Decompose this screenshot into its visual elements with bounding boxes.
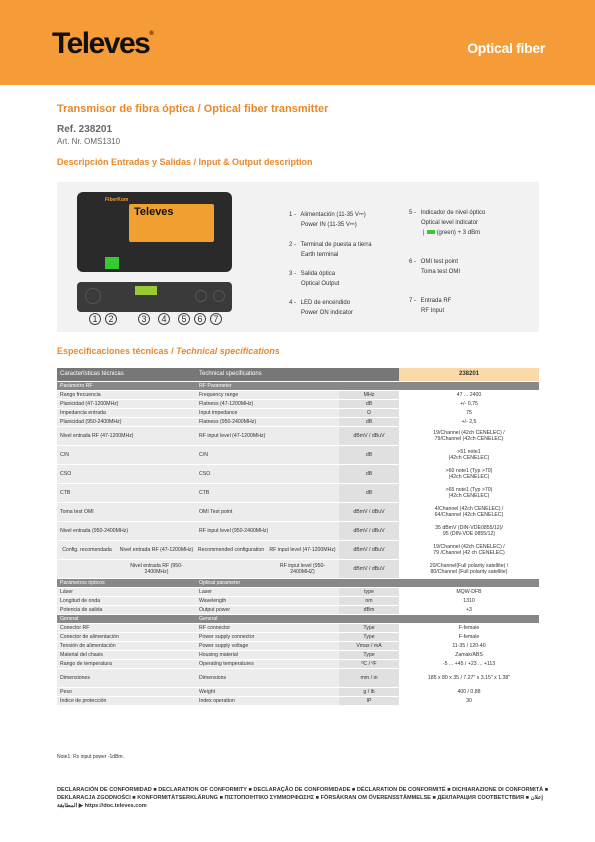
level-indicator-window (135, 286, 157, 295)
table-note: Note1: Rx input power -1dBm. (57, 754, 124, 760)
device-front-image (77, 192, 232, 272)
table-row: Toma test OMI OMI Test point dBmV / dBuV 4/Channel (42ch CENELEC) / 64/Channel (42ch CENELEC) (57, 502, 539, 521)
section-row-optical: Parámetros ópticos Optical parameter (57, 578, 539, 587)
green-led-swatch (427, 230, 435, 234)
table-row: Rango de temperatura Operating temperatures ºC / ºF -5 ... +45 / +23 ... +113 (57, 659, 539, 668)
model-header: 238201 (399, 368, 539, 381)
callout-6: 6 (194, 313, 206, 325)
section-row-rf: Parámetro RF RF Parameter (57, 381, 539, 390)
brand-logo: Televes® (52, 27, 154, 60)
io-item-4: 4 - LED de encendido Power ON indicator (289, 300, 354, 316)
optical-connector (105, 257, 119, 269)
config-row-2: Nivel entrada RF (950-2400MHz) RF input level (950- 2400MHZ) dBmV / dBuV 20/Channel(Full polarity satellite) / 80/Channel (Full polarity satellite) (57, 559, 539, 578)
callout-3: 3 (138, 313, 150, 325)
table-row: Nivel entrada RF (47-1200MHz) RF input level (47-1200MHz) dBmV / dBuV 19/Channel (42ch CENELEC) / 79/Channel (42ch CENELEC) (57, 426, 539, 445)
table-row: Material del chasis Housing material Type Zamak/ABS (57, 650, 539, 659)
io-item-6: 6 - OMI test point Toma test OMI (409, 259, 461, 275)
product-title: Transmisor de fibra óptica / Optical fiber transmitter (57, 103, 329, 115)
section-row-general: General General (57, 614, 539, 623)
table-row: CSO CSO dB >60 note1 (Typ >70) (42ch CENELEC) (57, 464, 539, 483)
declaration-of-conformity: DECLARACIÓN DE CONFORMIDAD ■ DECLARATION OF CONFORMITY ■ DECLARAÇÃO DE CONFORMIDADE ■ DÉCLARATION DE CONFORMITÉ ■ DICHIARAZIONE DI CONFORMITÀ ■ DEKLARACJA ZGODNOŚCI ■ KONFORMITÄTSERKLÄRUNG ■ ΠΙΣΤΟΠΟΙΗΤΙΚΟ ΣΥΜΜΟΡΦΩΣΗΣ ■ FÖRSÄKRAN OM ÖVERENSSTÄMMELSE ■ ДЕКЛАРАЦИЯ СООТВЕТСТВИЯ ■ إعلان المطابقة ▶ https://doc.televes.com (57, 787, 549, 809)
table-row: Dimensiones Dimensions mm / in 185 x 80 x 35 / 7.27" x 3.15" x 1.38" (57, 668, 539, 687)
product-art-number: Art. Nr. OMS1310 (57, 137, 121, 146)
table-row: Conector RF RF connector Type F-female (57, 623, 539, 632)
device-side-image (77, 282, 232, 312)
io-item-7: 7 - Entrada RF RF Input (409, 298, 452, 314)
device-model-label: FiberKom (105, 197, 129, 203)
config-row-1: Config. recomendada Nivel entrada RF (47-1200MHz) Recommended configuration RF input level (47-1200MHz) dBmV / dBuV 19/Channel (42ch CENELEC) / 79 /Channel (42 ch CENELEC) (57, 540, 539, 559)
table-row: Planicidad (47-1200MHz) Flatness (47-1200MHz) dB +/- 0,75 (57, 399, 539, 408)
callout-4: 4 (158, 313, 170, 325)
table-header: Características técnicas Technical specifications 238201 (57, 368, 539, 381)
table-row: Peso Weight g / lb 400 / 0.88 (57, 687, 539, 696)
io-item-2: 2 - Terminal de puesta a tierra Earth terminal (289, 242, 372, 258)
callout-2: 2 (105, 313, 117, 325)
table-row: Potencia de salida Output power dBm +3 (57, 605, 539, 614)
spec-table (57, 368, 539, 706)
device-brand: Televes (134, 206, 174, 218)
page-header (0, 0, 595, 85)
rf-connector-icon (213, 290, 225, 302)
table-row: CTB CTB dB >65 note1 (Typ >70) (42ch CENELEC) (57, 483, 539, 502)
table-row: Conector de alimentación Power supply connector Type F-female (57, 632, 539, 641)
table-row: C/N C/N dB >51 note1 (42ch CENELEC) (57, 445, 539, 464)
table-row: Nivel entrada (950-2400MHz) RF input level (950-2400MHz) dBmV / dBuV 35 dBmV (DIN-VDE0855/12)/ 95 (DIN-VDE 0855/12) (57, 521, 539, 540)
callout-1: 1 (89, 313, 101, 325)
io-item-5: 5 - Indicador de nivel óptico Optical level indicator | (green) + 3 dBm (409, 210, 486, 236)
callout-5: 5 (178, 313, 190, 325)
table-row: Tensión de alimentación Power supply voltage Vmax / mA 11-35 / 120-40 (57, 641, 539, 650)
io-item-1: 1 - Alimentación (11-35 V⎓) Power IN (11-35 V⎓) (289, 212, 366, 228)
io-section-title: Descripción Entradas y Salidas / Input & Output description (57, 157, 313, 167)
table-row: Índice de protección Index operation IP 30 (57, 696, 539, 705)
product-ref: Ref. 238201 (57, 124, 113, 135)
io-item-3: 3 - Salida óptica Optical Output (289, 271, 340, 287)
table-row: Longitud de onda Wavelength nm 1310 (57, 596, 539, 605)
table-row: Láser Laser type MQW-DFB (57, 587, 539, 596)
callout-7: 7 (210, 313, 222, 325)
table-row: Impedancia entrada Input impedance Ω 75 (57, 408, 539, 417)
io-diagram (57, 182, 539, 332)
omi-connector-icon (195, 290, 207, 302)
power-connector-icon (85, 288, 101, 304)
table-row: Planicidad (950-2400MHz) Flatness (950-2400MHz) dB +/- 2,5 (57, 417, 539, 426)
table-row: Rango frecuencia Frequency range MHz 47 ... 2400 (57, 390, 539, 399)
category-title: Optical fiber (467, 40, 545, 56)
spec-section-title: Especificaciones técnicas / Technical specifications (57, 346, 280, 356)
